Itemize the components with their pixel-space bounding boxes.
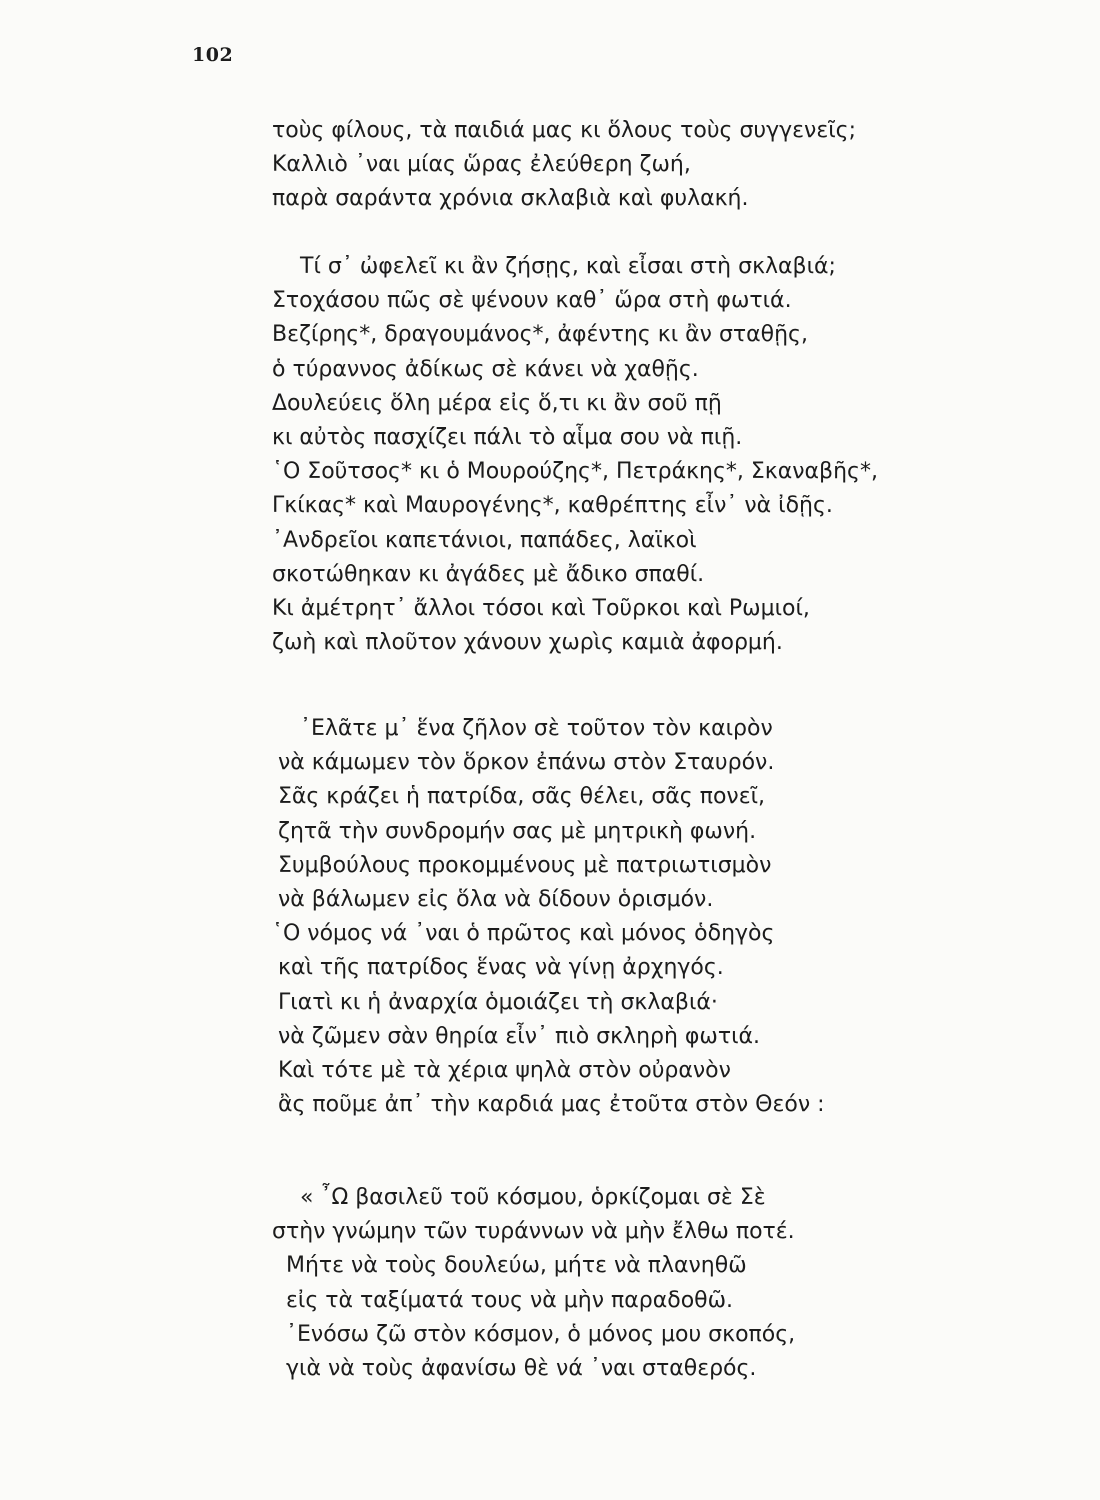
verse-line: Βεζίρης*, δραγουμάνος*, ἀφέντης κι ἂν σταθῇς, bbox=[272, 322, 808, 348]
page-number: 102 bbox=[192, 44, 234, 66]
verse-line: παρὰ σαράντα χρόνια σκλαβιὰ καὶ φυλακή. bbox=[272, 186, 749, 212]
verse-line: ῾Ο νόμος νά ᾽ναι ὁ πρῶτος καὶ μόνος ὁδηγὸς bbox=[272, 921, 775, 947]
verse-line: γιὰ νὰ τοὺς ἀφανίσω θὲ νά ᾽ναι σταθερός. bbox=[286, 1356, 757, 1382]
verse-line: καὶ τῆς πατρίδος ἕνας νὰ γίνῃ ἀρχηγός. bbox=[278, 955, 724, 981]
stanza-4 bbox=[272, 1181, 795, 1386]
verse-line: σκοτώθηκαν κι ἀγάδες μὲ ἄδικο σπαθί. bbox=[272, 561, 705, 587]
verse-line: Κι ἀμέτρητ᾽ ἄλλοι τόσοι καὶ Τοῦρκοι καὶ Ρωμιοί, bbox=[272, 596, 810, 622]
verse-line: ἂς ποῦμε ἀπ᾽ τὴν καρδιά μας ἐτοῦτα στὸν Θεόν : bbox=[278, 1092, 825, 1118]
verse-line: ᾽Ανδρεῖοι καπετάνιοι, παπάδες, λαϊκοὶ bbox=[272, 527, 697, 553]
verse-line: εἰς τὰ ταξίματά τους νὰ μὴν παραδοθῶ. bbox=[286, 1287, 734, 1313]
verse-line: ῾Ο Σοῦτσος* κι ὁ Μουρούζης*, Πετράκης*, Σκαναβῆς*, bbox=[272, 459, 878, 485]
verse-line: Στοχάσου πῶς σὲ ψένουν καθ᾽ ὥρα στὴ φωτιά. bbox=[272, 288, 792, 314]
verse-line: νὰ βάλωμεν εἰς ὅλα νὰ δίδουν ὁρισμόν. bbox=[278, 887, 714, 913]
verse-line: Συμβούλους προκομμένους μὲ πατριωτισμὸν bbox=[278, 852, 772, 878]
verse-line: νὰ κάμωμεν τὸν ὅρκον ἐπάνω στὸν Σταυρόν. bbox=[278, 750, 775, 776]
stanza-1 bbox=[272, 114, 856, 217]
verse-line: Γκίκας* καὶ Μαυρογένης*, καθρέπτης εἶν᾽ νὰ ἰδῇς. bbox=[272, 493, 833, 519]
verse-line: τοὺς φίλους, τὰ παιδιά μας κι ὅλους τοὺς συγγενεῖς; bbox=[272, 118, 857, 143]
verse-line: Γιατὶ κι ἡ ἀναρχία ὁμοιάζει τὴ σκλαβιά· bbox=[278, 989, 718, 1015]
verse-line: ᾽Ελᾶτε μ᾽ ἕνα ζῆλον σὲ τοῦτον τὸν καιρὸν bbox=[300, 716, 773, 741]
verse-line: « ῏Ω βασιλεῦ τοῦ κόσμου, ὁρκίζομαι σὲ Σὲ bbox=[300, 1185, 766, 1210]
stanza-3 bbox=[272, 712, 825, 1122]
verse-line: νὰ ζῶμεν σὰν θηρία εἶν᾽ πιὸ σκληρὴ φωτιά. bbox=[278, 1023, 761, 1049]
verse-line: ζητᾶ τὴν συνδρομήν σας μὲ μητρικὴ φωνή. bbox=[278, 818, 757, 844]
verse-line: στὴν γνώμην τῶν τυράννων νὰ μὴν ἔλθω ποτέ. bbox=[272, 1219, 795, 1245]
verse-line: Δουλεύεις ὅλη μέρα εἰς ὅ,τι κι ἂν σοῦ πῇ bbox=[272, 390, 722, 416]
verse-line: Καλλιὸ ᾽ναι μίας ὥρας ἐλεύθερη ζωή, bbox=[272, 152, 691, 178]
verse-line: Μήτε νὰ τοὺς δουλεύω, μήτε νὰ πλανηθῶ bbox=[286, 1253, 747, 1279]
verse-line: Καὶ τότε μὲ τὰ χέρια ψηλὰ στὸν οὐρανὸν bbox=[278, 1058, 731, 1084]
verse-line: κι αὐτὸς πασχίζει πάλι τὸ αἷμα σου νὰ πιῇ. bbox=[272, 425, 743, 451]
verse-line: ὁ τύραννος ἀδίκως σὲ κάνει νὰ χαθῇς. bbox=[272, 356, 699, 382]
verse-line: Τί σ᾽ ὠφελεῖ κι ἂν ζήσῃς, καὶ εἶσαι στὴ σκλαβιά; bbox=[300, 254, 836, 279]
verse-line: Σᾶς κράζει ἡ πατρίδα, σᾶς θέλει, σᾶς πονεῖ, bbox=[278, 784, 766, 810]
stanza-2 bbox=[272, 250, 878, 660]
verse-line: ζωὴ καὶ πλοῦτον χάνουν χωρὶς καμιὰ ἀφορμή. bbox=[272, 630, 783, 656]
verse-line: ᾽Ενόσω ζῶ στὸν κόσμον, ὁ μόνος μου σκοπός, bbox=[286, 1321, 796, 1347]
